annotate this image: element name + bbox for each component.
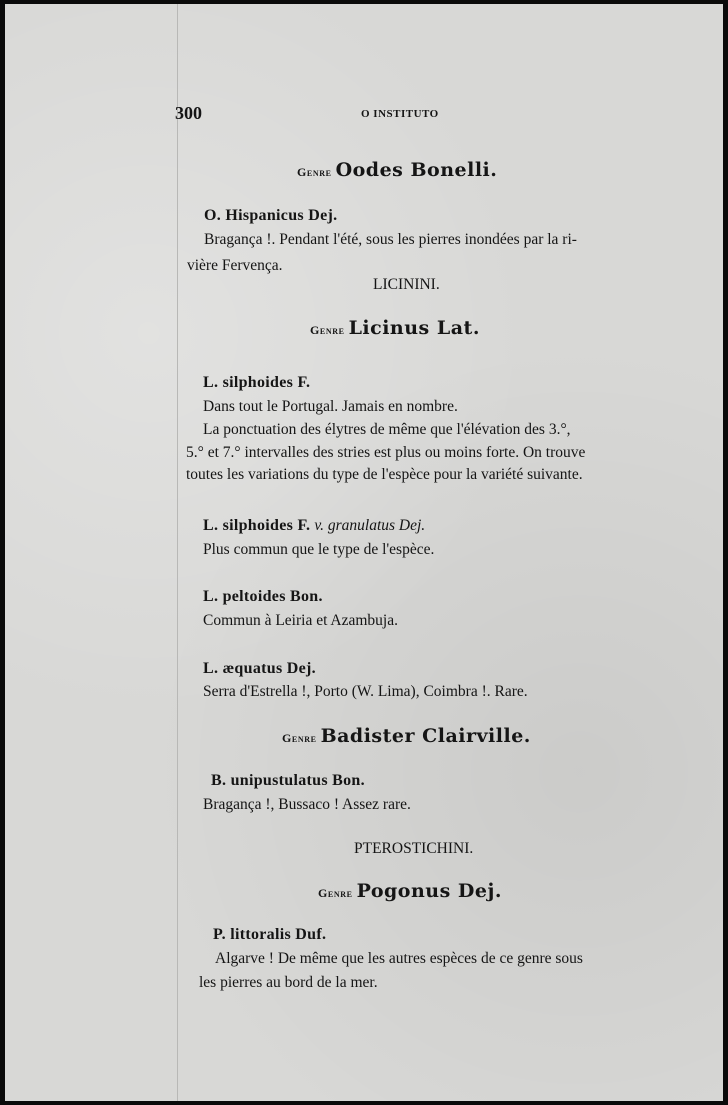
genre-heading-licinus (310, 317, 480, 339)
variety-name: v. granulatus Dej. (314, 517, 426, 534)
genre-heading-pogonus (318, 880, 502, 902)
text-line: La ponctuation des élytres de même que l'élévation des 3.°, (203, 421, 571, 438)
species-oodes-hispanicus: O. Hispanicus Dej. (204, 207, 338, 224)
species-licinus-peltoides: L. peltoides Bon. (203, 588, 323, 605)
page-number: 300 (175, 103, 202, 123)
tribe-heading-pterostichini: PTEROSTICHINI. (354, 840, 474, 857)
species-licinus-silphoides: L. silphoides F. (203, 374, 311, 391)
text-line: Bragança !. Pendant l'été, sous les pierres inondées par la ri- (204, 231, 577, 248)
page-fold-line (177, 4, 178, 1101)
genre-heading-oodes (297, 159, 497, 181)
genre-name: Pogonus Dej. (356, 880, 502, 902)
species-pogonus-littoralis: P. littoralis Duf. (213, 926, 327, 943)
text-line: vière Fervença. (187, 257, 283, 274)
genre-name: Oodes Bonelli. (335, 159, 498, 181)
text-line: Bragança !, Bussaco ! Assez rare. (203, 796, 411, 813)
text-line: toutes les variations du type de l'espèce pour la variété suivante. (186, 466, 583, 483)
text-line: Algarve ! De même que les autres espèces de ce genre sous (215, 950, 583, 967)
book-page (5, 4, 723, 1101)
tribe-heading-licinini: LICININI. (373, 276, 440, 293)
species-licinus-aequatus: L. æquatus Dej. (203, 660, 316, 677)
text-line: les pierres au bord de la mer. (199, 974, 378, 991)
text-line: Serra d'Estrella !, Porto (W. Lima), Coimbra !. Rare. (203, 683, 528, 700)
genre-name: Licinus Lat. (348, 317, 480, 339)
genre-label: Genre (318, 886, 353, 900)
genre-label: Genre (282, 731, 317, 745)
genre-label: Genre (297, 165, 332, 179)
running-title: O INSTITUTO (361, 108, 439, 120)
genre-name: Badister Clairville. (320, 725, 531, 747)
species-name: L. silphoides F. (203, 517, 311, 534)
text-line: Dans tout le Portugal. Jamais en nombre. (203, 398, 458, 415)
genre-label: Genre (310, 323, 345, 337)
text-line: Commun à Leiria et Azambuja. (203, 612, 398, 629)
species-licinus-granulatus (203, 517, 425, 535)
species-badister-unipustulatus: B. unipustulatus Bon. (211, 772, 365, 789)
text-line: Plus commun que le type de l'espèce. (203, 541, 435, 558)
text-line: 5.° et 7.° intervalles des stries est plus ou moins forte. On trouve (186, 444, 586, 461)
genre-heading-badister (282, 725, 531, 747)
